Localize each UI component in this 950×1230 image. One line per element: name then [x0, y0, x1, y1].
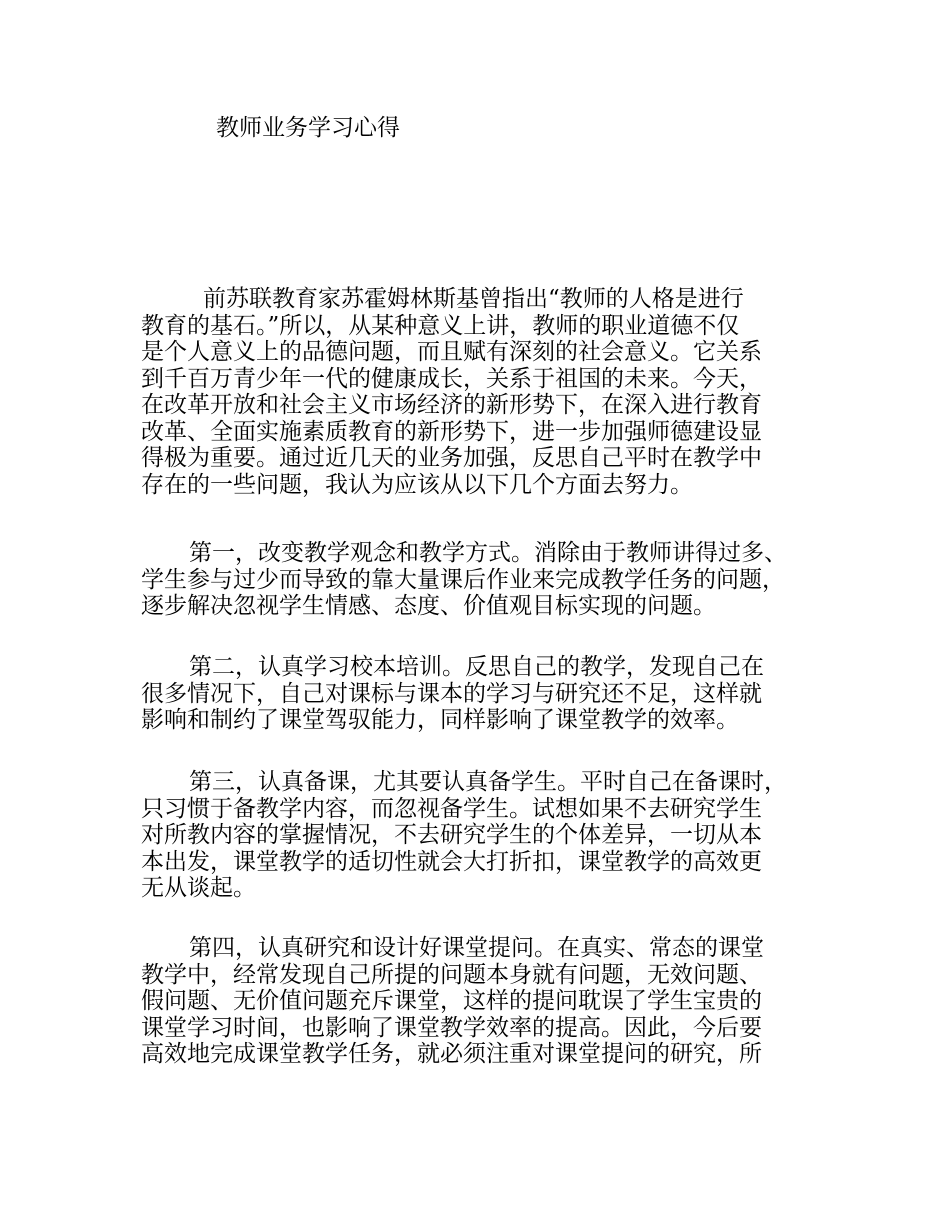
paragraph-point-2: [141, 654, 831, 734]
paragraph-line: 第四，认真研究和设计好课堂提问。在真实、常态的课堂: [189, 935, 764, 961]
paragraph-line: 学生参与过少而导致的靠大量课后作业来完成教学任务的问题，: [141, 566, 785, 593]
paragraph-line: 存在的一些问题，我认为应该从以下几个方面去努力。: [141, 471, 693, 498]
paragraph-line: 无从谈起。: [141, 875, 256, 901]
paragraph-point-3: [141, 769, 831, 902]
paragraph-line: 很多情况下，自己对课标与课本的学习与研究还不足，这样就: [141, 680, 762, 707]
paragraph-line: 第二，认真学习校本培训。反思自己的教学，发现自己在: [189, 654, 764, 680]
paragraph-line: 前苏联教育家苏霍姆林斯基曾指出“教师的人格是进行: [203, 286, 744, 312]
paragraph-line: 是个人意义上的品德问题，而且赋有深刻的社会意义。它关系: [141, 339, 762, 365]
paragraph-line: 假问题、无价值问题充斥课堂，这样的提问耽误了学生宝贵的: [141, 988, 762, 1014]
paragraph-line: 逐步解决忽视学生情感、态度、价值观目标实现的问题。: [141, 593, 716, 619]
paragraph-line: 对所教内容的掌握情况，不去研究学生的个体差异，一切从本: [141, 822, 762, 848]
paragraph-line: 到千百万青少年一代的健康成长，关系于祖国的未来。今天，: [141, 365, 762, 392]
paragraph-line: 教学中，经常发现自己所提的问题本身就有问题，无效问题、: [141, 961, 762, 988]
paragraph-line: 第一，改变教学观念和教学方式。消除由于教师讲得过多、: [189, 540, 787, 566]
paragraph-line: 得极为重要。通过近几天的业务加强，反思自己平时在教学中: [141, 445, 762, 471]
paragraph-line: 只习惯于备教学内容，而忽视备学生。试想如果不去研究学生: [141, 795, 762, 822]
paragraph-line: 第三，认真备课，尤其要认真备学生。平时自己在备课时，: [189, 769, 787, 795]
document-title: 教师业务学习心得: [216, 115, 400, 141]
paragraph-line: 影响和制约了课堂驾驭能力，同样影响了课堂教学的效率。: [141, 707, 739, 733]
paragraph-point-4: [141, 935, 831, 1068]
paragraph-line: 课堂学习时间，也影响了课堂教学效率的提高。因此，今后要: [141, 1014, 762, 1041]
paragraph-line: 高效地完成课堂教学任务，就必须注重对课堂提问的研究，所: [141, 1041, 762, 1067]
paragraph-point-1: [141, 540, 831, 620]
paragraph-line: 本出发，课堂教学的适切性就会大打折扣，课堂教学的高效更: [141, 848, 762, 875]
paragraph-line: 教育的基石。”所以，从某种意义上讲，教师的职业道德不仅: [141, 312, 740, 339]
paragraph-line: 改革、全面实施素质教育的新形势下，进一步加强师德建设显: [141, 418, 762, 445]
paragraph-intro: [141, 286, 831, 498]
paragraph-line: 在改革开放和社会主义市场经济的新形势下，在深入进行教育: [141, 392, 762, 418]
